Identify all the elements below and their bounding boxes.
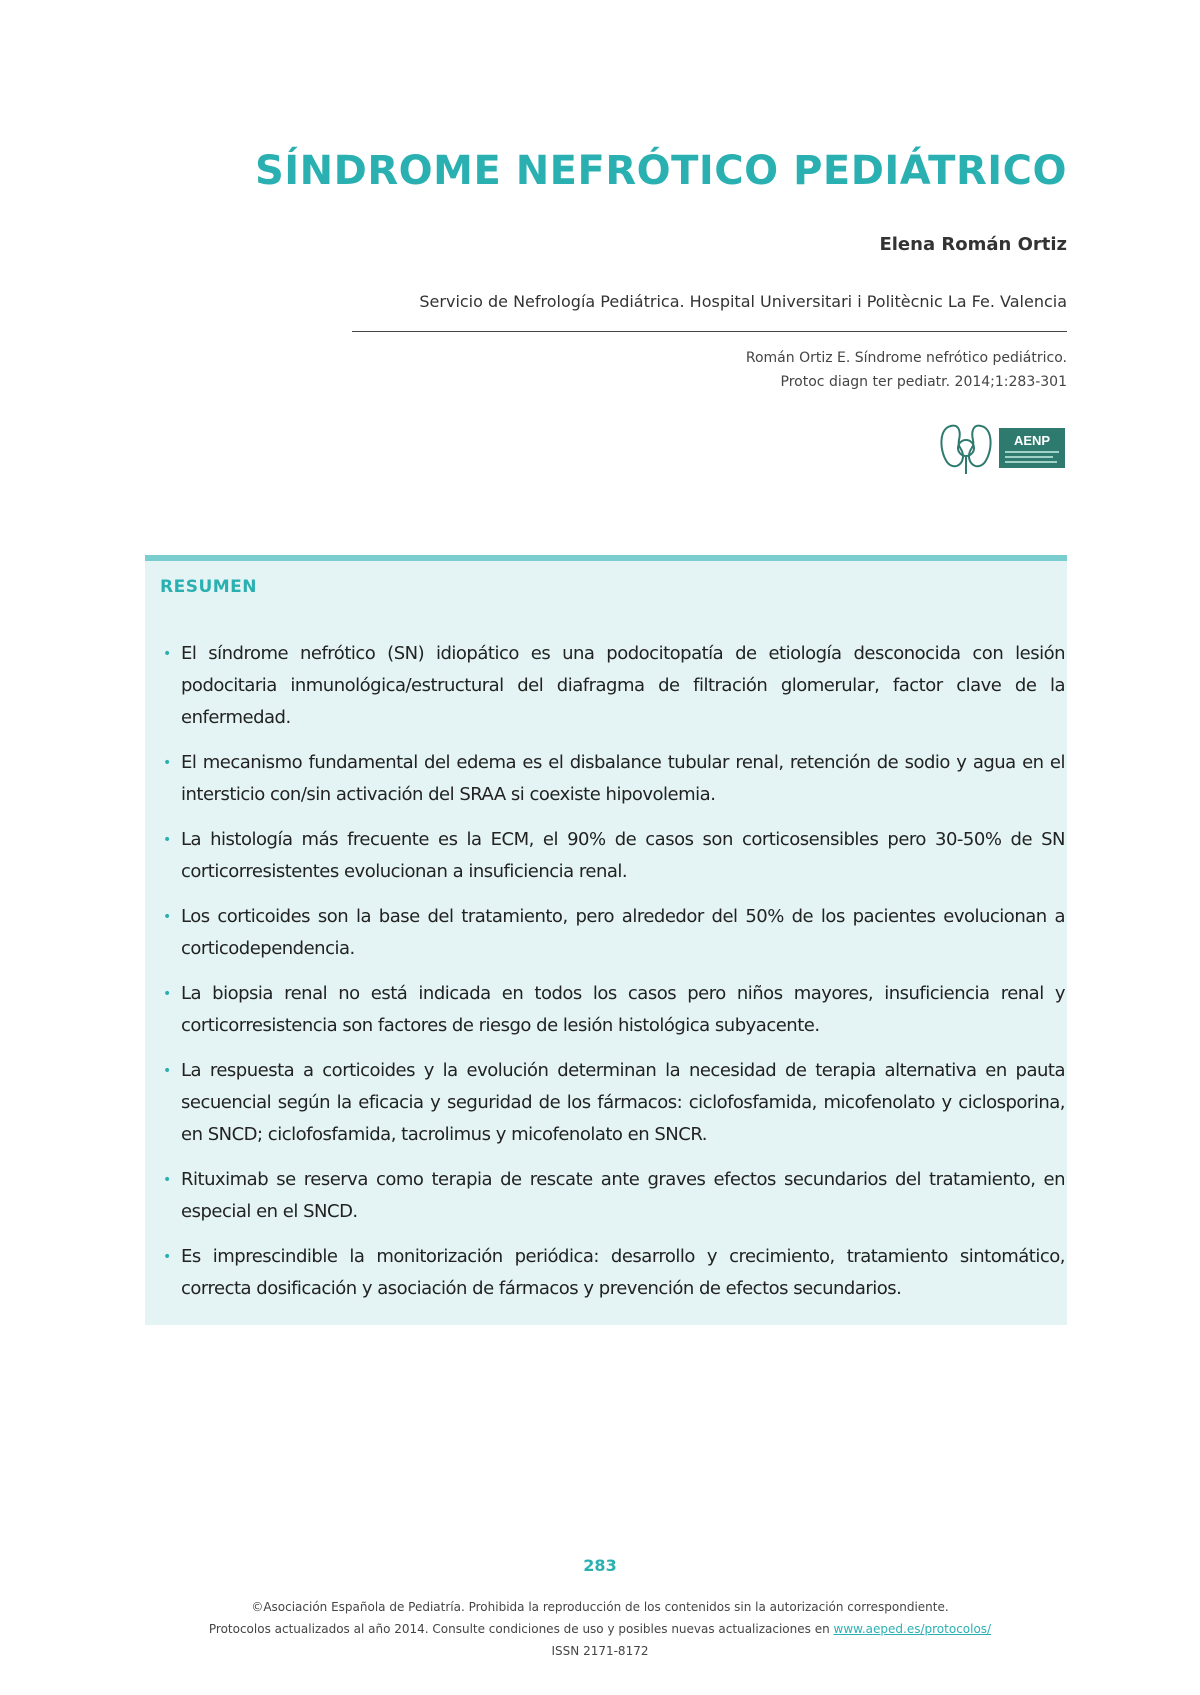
citation-line-2: Protoc diagn ter pediatr. 2014;1:283-301 xyxy=(780,374,1067,390)
list-item xyxy=(160,901,1065,965)
summary-box xyxy=(145,555,1067,1325)
page-number: 283 xyxy=(583,1556,617,1575)
list-item xyxy=(160,1164,1065,1228)
footer-protocols xyxy=(0,1622,1200,1636)
bullet-icon: • xyxy=(163,832,171,848)
list-item xyxy=(160,638,1065,734)
list-item-text: La respuesta a corticoides y la evolución determinan la necesidad de terapia alternativa en pauta secuencial según la eficacia y seguridad de los fármacos: ciclofosfamida, micofenolato y ciclosporina, en SNCD; ciclofosfamida, tacrolimus y micofenolato en SNCR. xyxy=(181,1060,1065,1145)
bullet-icon: • xyxy=(163,1172,171,1188)
list-item-text: Los corticoides son la base del tratamiento, pero alrededor del 50% de los pacientes evolucionan a corticodependencia. xyxy=(181,906,1065,959)
list-item-text: La histología más frecuente es la ECM, el 90% de casos son corticosensibles pero 30-50% de SN corticorresistentes evolucionan a insuficiencia renal. xyxy=(181,829,1065,882)
footer-protocols-text: Protocolos actualizados al año 2014. Consulte condiciones de uso y posibles nuevas actualizaciones en xyxy=(208,1622,830,1636)
list-item-text: El mecanismo fundamental del edema es el disbalance tubular renal, retención de sodio y agua en el intersticio con/sin activación del SRAA si coexiste hipovolemia. xyxy=(181,752,1065,805)
aenp-logo xyxy=(937,418,1069,478)
list-item-text: La biopsia renal no está indicada en todos los casos pero niños mayores, insuficiencia renal y corticorresistencia son factores de riesgo de lesión histológica subyacente. xyxy=(181,983,1065,1036)
footer-copyright: ©Asociación Española de Pediatría. Prohibida la reproducción de los contenidos sin la autorización correspondiente. xyxy=(251,1600,949,1614)
page-title: SÍNDROME NEFRÓTICO PEDIÁTRICO xyxy=(254,148,1067,194)
summary-heading: RESUMEN xyxy=(160,577,258,597)
header-divider xyxy=(352,331,1067,332)
footer-issn: ISSN 2171-8172 xyxy=(551,1644,649,1658)
citation xyxy=(746,346,1067,394)
bullet-icon: • xyxy=(163,1249,171,1265)
protocols-link[interactable]: www.aeped.es/protocolos/ xyxy=(833,1622,992,1636)
list-item-text: Rituximab se reserva como terapia de rescate ante graves efectos secundarios del tratamiento, en especial en el SNCD. xyxy=(181,1169,1065,1222)
list-item-text: Es imprescindible la monitorización periódica: desarrollo y crecimiento, tratamiento sintomático, correcta dosificación y asociación de fármacos y prevención de efectos secundarios. xyxy=(181,1246,1065,1299)
bullet-icon: • xyxy=(163,986,171,1002)
list-item xyxy=(160,1241,1065,1305)
list-item xyxy=(160,747,1065,811)
author-name: Elena Román Ortiz xyxy=(879,234,1067,255)
list-item xyxy=(160,824,1065,888)
kidneys-logo-icon xyxy=(937,418,1069,478)
bullet-icon: • xyxy=(163,909,171,925)
bullet-icon: • xyxy=(163,1063,171,1079)
summary-list xyxy=(160,638,1065,1318)
author-affiliation: Servicio de Nefrología Pediátrica. Hospital Universitari i Politècnic La Fe. Valencia xyxy=(419,292,1067,311)
list-item xyxy=(160,1055,1065,1151)
list-item xyxy=(160,978,1065,1042)
list-item-text: El síndrome nefrótico (SN) idiopático es una podocitopatía de etiología desconocida con lesión podocitaria inmunológica/estructural del diafragma de filtración glomerular, factor clave de la enfermedad. xyxy=(181,643,1065,728)
bullet-icon: • xyxy=(163,755,171,771)
citation-line-1: Román Ortiz E. Síndrome nefrótico pediátrico. xyxy=(745,350,1067,366)
logo-text: AENP xyxy=(1013,433,1051,448)
bullet-icon: • xyxy=(163,646,171,662)
